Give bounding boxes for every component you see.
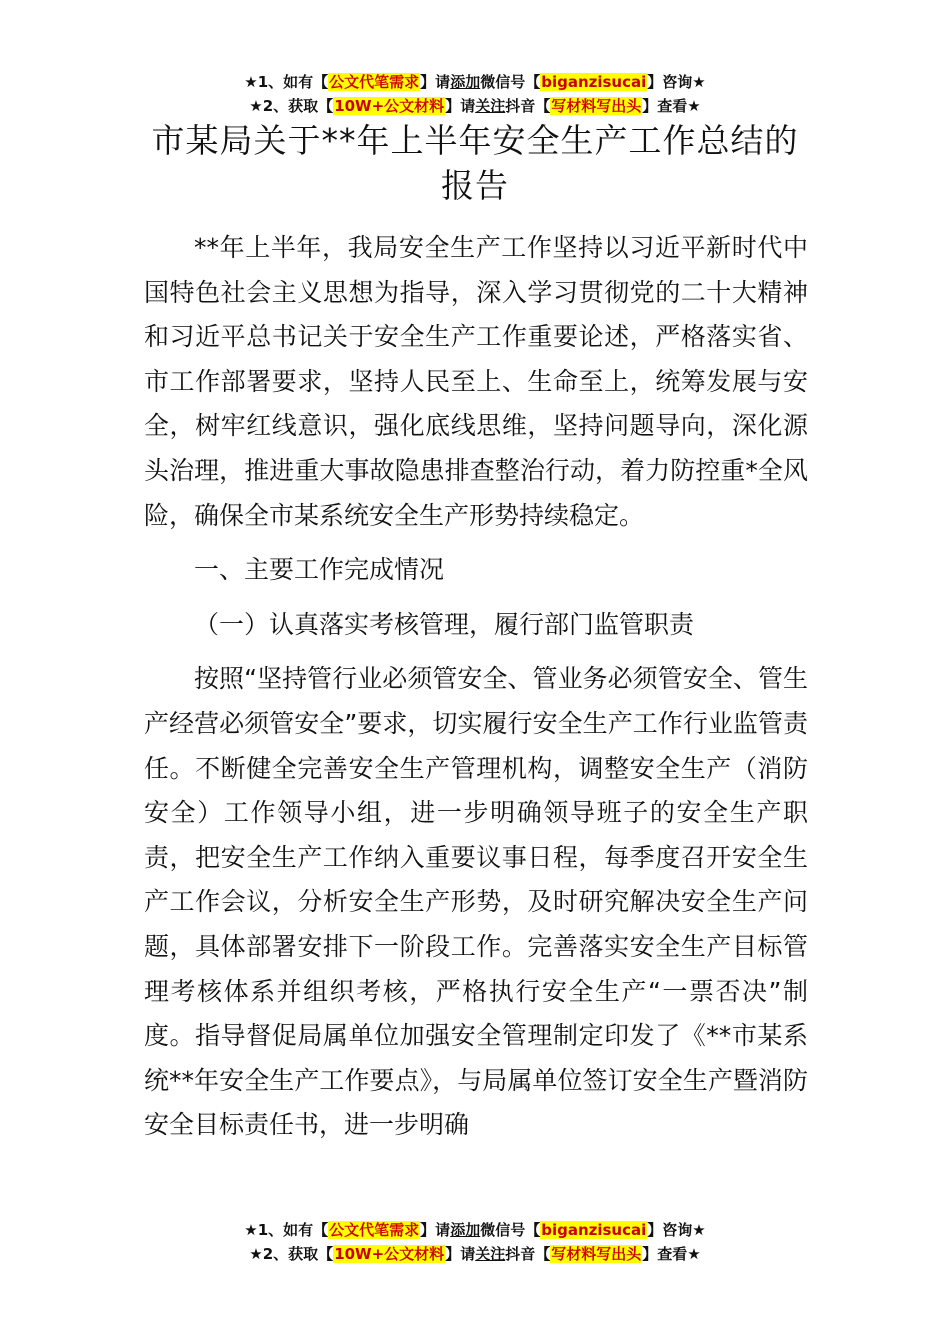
banner-text: 抖音【	[505, 97, 551, 115]
banner-highlight: 10W+公文材料	[334, 97, 445, 115]
banner-text: 】请	[420, 1221, 451, 1239]
banner-highlight: 公文代笔需求	[329, 1221, 420, 1239]
document-body	[144, 226, 808, 1158]
document-title: 市某局关于**年上半年安全生产工作总结的报告	[151, 121, 799, 205]
banner-text: ★1、如有【	[244, 1221, 329, 1239]
banner-text: 】请	[445, 97, 476, 115]
banner-text: 】咨询★	[647, 1221, 706, 1239]
banner-line-2	[0, 1242, 950, 1266]
subsection-heading: （一）认真落实考核管理，履行部门监管职责	[194, 609, 695, 639]
banner-highlight: 公文代笔需求	[329, 73, 420, 91]
banner-text: 】咨询★	[647, 73, 706, 91]
banner-highlight: biganzisucai	[541, 73, 647, 91]
banner-highlight: biganzisucai	[541, 1221, 647, 1239]
banner-text: 】查看★	[642, 97, 701, 115]
banner-text: ★2、获取【	[249, 97, 334, 115]
banner-underline: 添加	[450, 73, 481, 91]
section-heading: 一、主要工作完成情况	[194, 555, 445, 585]
paragraph-intro: **年上半年，我局安全生产工作坚持以习近平新时代中国特色社会主义思想为指导，深入学习贯彻党的二十大精神和习近平总书记关于安全生产工作重要论述，严格落实省、市工作部署要求，坚持人民至上、生命至上，统筹发展与安全，树牢红线意识，强化底线思维，坚持问题导向，深化源头治理，推进重大事故隐患排查整治行动，着力防控重*全风险，确保全市某系统安全生产形势持续稳定。	[144, 233, 808, 530]
paragraph-body: 按照“坚持管行业必须管安全、管业务必须管安全、管生产经营必须管安全”要求，切实履行安全生产工作行业监管责任。不断健全完善安全生产管理机构，调整安全生产（消防安全）工作领导小组，进一步明确领导班子的安全生产职责，把安全生产工作纳入重要议事日程，每季度召开安全生产工作会议，分析安全生产形势，及时研究解决安全生产问题，具体部署安排下一阶段工作。完善落实安全生产目标管理考核体系并组织考核，严格执行安全生产“一票否决”制度。指导督促局属单位加强安全管理制定印发了《**市某系统**年安全生产工作要点》，与局属单位签订安全生产暨消防安全目标责任书，进一步明确	[144, 664, 808, 1140]
banner-text: 】请	[420, 73, 451, 91]
banner-line-2	[0, 94, 950, 118]
banner-underline: 关注	[475, 97, 506, 115]
banner-highlight: 10W+公文材料	[334, 1245, 445, 1263]
banner-text: 微信号【	[480, 1221, 541, 1239]
banner-text: 微信号【	[480, 73, 541, 91]
banner-text: ★2、获取【	[249, 1245, 334, 1263]
banner-text: 】请	[445, 1245, 476, 1263]
banner-highlight: 写材料写出头	[551, 1245, 642, 1263]
footer-banner	[0, 1218, 950, 1266]
banner-line-1	[0, 70, 950, 94]
banner-text: ★1、如有【	[244, 73, 329, 91]
banner-line-1	[0, 1218, 950, 1242]
banner-text: 抖音【	[505, 1245, 551, 1263]
banner-text: 】查看★	[642, 1245, 701, 1263]
banner-underline: 关注	[475, 1245, 506, 1263]
banner-highlight: 写材料写出头	[551, 97, 642, 115]
header-banner	[0, 70, 950, 118]
banner-underline: 添加	[450, 1221, 481, 1239]
